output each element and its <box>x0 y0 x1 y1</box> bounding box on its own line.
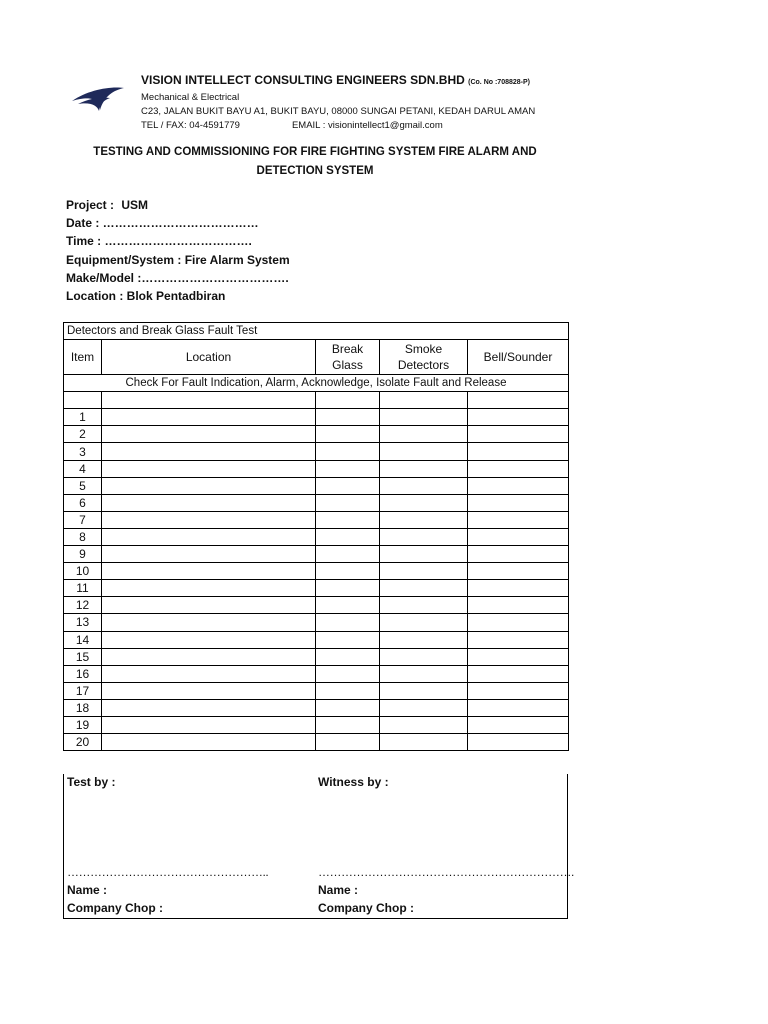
location-value: Blok Pentadbiran <box>126 288 226 303</box>
location-cell[interactable] <box>102 409 316 426</box>
break-glass-cell[interactable] <box>316 460 380 477</box>
table-row <box>64 563 569 580</box>
location-cell[interactable] <box>102 734 316 751</box>
break-glass-cell[interactable] <box>316 631 380 648</box>
item-number-cell: 3 <box>64 443 102 460</box>
break-glass-cell[interactable] <box>316 734 380 751</box>
smoke-detectors-cell[interactable] <box>380 648 468 665</box>
location-cell[interactable] <box>102 528 316 545</box>
smoke-detectors-cell[interactable] <box>380 614 468 631</box>
smoke-detectors-cell[interactable] <box>380 477 468 494</box>
smoke-detectors-cell[interactable] <box>380 716 468 733</box>
table-row <box>64 682 569 699</box>
smoke-detectors-cell[interactable] <box>380 460 468 477</box>
make-model-row: Make/Model :………………………………. <box>66 270 289 285</box>
equipment-label: Equipment/System : <box>66 252 182 267</box>
location-cell[interactable] <box>102 426 316 443</box>
date-row: Date : ………………………………… <box>66 216 259 231</box>
break-glass-cell[interactable] <box>316 716 380 733</box>
bell-sounder-cell[interactable] <box>468 409 569 426</box>
table-row <box>64 409 569 426</box>
header-smoke-detectors: Smoke Detectors <box>380 340 468 375</box>
table-row <box>64 511 569 528</box>
location-cell[interactable] <box>102 460 316 477</box>
item-number-cell: 1 <box>64 409 102 426</box>
smoke-detectors-cell[interactable] <box>380 443 468 460</box>
bell-sounder-cell[interactable] <box>468 631 569 648</box>
location-cell[interactable] <box>102 546 316 563</box>
smoke-detectors-cell[interactable] <box>380 734 468 751</box>
company-name-text: VISION INTELLECT CONSULTING ENGINEERS SDN.BHD <box>141 73 465 87</box>
bell-sounder-cell[interactable] <box>468 528 569 545</box>
break-glass-cell[interactable] <box>316 494 380 511</box>
document-title-line-1: TESTING AND COMMISSIONING FOR FIRE FIGHTING SYSTEM FIRE ALARM AND <box>93 146 537 158</box>
break-glass-cell[interactable] <box>316 392 380 409</box>
break-glass-cell[interactable] <box>316 563 380 580</box>
bell-sounder-cell[interactable] <box>468 734 569 751</box>
table-row <box>64 426 569 443</box>
table-row <box>64 665 569 682</box>
smoke-detectors-cell[interactable] <box>380 563 468 580</box>
bell-sounder-cell[interactable] <box>468 443 569 460</box>
bell-sounder-cell[interactable] <box>468 426 569 443</box>
bell-sounder-cell[interactable] <box>468 597 569 614</box>
break-glass-cell[interactable] <box>316 648 380 665</box>
smoke-detectors-cell[interactable] <box>380 392 468 409</box>
header-break-glass: Break Glass <box>316 340 380 375</box>
bell-sounder-cell[interactable] <box>468 511 569 528</box>
table-row <box>64 546 569 563</box>
project-row <box>66 196 290 214</box>
bell-sounder-cell[interactable] <box>468 494 569 511</box>
location-cell[interactable] <box>102 665 316 682</box>
break-glass-cell[interactable] <box>316 597 380 614</box>
item-number-cell: 6 <box>64 494 102 511</box>
break-glass-cell[interactable] <box>316 477 380 494</box>
location-cell[interactable] <box>102 682 316 699</box>
equipment-value: Fire Alarm System <box>184 252 290 267</box>
item-number-cell: 5 <box>64 477 102 494</box>
table-row <box>64 597 569 614</box>
witness-company-chop-label: Company Chop : <box>318 901 414 915</box>
project-label: Project : <box>66 198 115 212</box>
table-row-blank <box>64 392 569 409</box>
smoke-detectors-cell[interactable] <box>380 528 468 545</box>
break-glass-cell[interactable] <box>316 409 380 426</box>
bell-sounder-cell[interactable] <box>468 682 569 699</box>
bell-sounder-cell[interactable] <box>468 716 569 733</box>
break-glass-cell[interactable] <box>316 511 380 528</box>
item-number-cell: 18 <box>64 699 102 716</box>
table-check-note: Check For Fault Indication, Alarm, Acknowledge, Isolate Fault and Release <box>64 375 569 392</box>
location-cell[interactable] <box>102 392 316 409</box>
smoke-detectors-cell[interactable] <box>380 494 468 511</box>
item-number-cell: 15 <box>64 648 102 665</box>
bell-sounder-cell[interactable] <box>468 614 569 631</box>
location-row <box>66 287 290 305</box>
break-glass-cell[interactable] <box>316 528 380 545</box>
location-cell[interactable] <box>102 597 316 614</box>
witness-name-label: Name : <box>318 883 359 897</box>
smoke-detectors-cell[interactable] <box>380 597 468 614</box>
table-row <box>64 443 569 460</box>
bell-sounder-cell[interactable] <box>468 392 569 409</box>
smoke-detectors-cell[interactable] <box>380 511 468 528</box>
location-cell[interactable] <box>102 477 316 494</box>
item-number-cell: 12 <box>64 597 102 614</box>
break-glass-cell[interactable] <box>316 665 380 682</box>
table-row <box>64 580 569 597</box>
break-glass-cell[interactable] <box>316 426 380 443</box>
smoke-detectors-cell[interactable] <box>380 409 468 426</box>
tester-signature-line[interactable]: …………………………………………….. <box>67 865 269 879</box>
document-title <box>84 143 546 181</box>
location-cell[interactable] <box>102 648 316 665</box>
break-glass-cell[interactable] <box>316 546 380 563</box>
bell-sounder-cell[interactable] <box>468 699 569 716</box>
header-bell-sounder: Bell/Sounder <box>468 340 569 375</box>
table-row <box>64 614 569 631</box>
bell-sounder-cell[interactable] <box>468 477 569 494</box>
item-number-cell: 10 <box>64 563 102 580</box>
logo-swoosh-icon <box>78 98 110 111</box>
company-contact <box>141 119 535 133</box>
location-cell[interactable] <box>102 494 316 511</box>
location-cell[interactable] <box>102 631 316 648</box>
table-section-row <box>64 323 569 340</box>
item-number-cell: 2 <box>64 426 102 443</box>
item-number-cell: 4 <box>64 460 102 477</box>
test-by-label: Test by : <box>67 775 116 789</box>
item-cell[interactable] <box>64 392 102 409</box>
tester-company-chop-label: Company Chop : <box>67 901 163 915</box>
location-cell[interactable] <box>102 563 316 580</box>
company-name <box>141 72 535 91</box>
item-number-cell: 17 <box>64 682 102 699</box>
break-glass-cell[interactable] <box>316 443 380 460</box>
table-row <box>64 494 569 511</box>
smoke-detectors-cell[interactable] <box>380 546 468 563</box>
smoke-detectors-cell[interactable] <box>380 682 468 699</box>
company-email: EMAIL : visionintellect1@gmail.com <box>291 120 443 131</box>
table-row <box>64 528 569 545</box>
item-number-cell: 14 <box>64 631 102 648</box>
location-cell[interactable] <box>102 511 316 528</box>
company-logo <box>70 84 126 114</box>
location-cell[interactable] <box>102 699 316 716</box>
bell-sounder-cell[interactable] <box>468 460 569 477</box>
company-tel: TEL / FAX: 04-4591779 <box>141 120 240 131</box>
smoke-detectors-cell[interactable] <box>380 580 468 597</box>
bell-sounder-cell[interactable] <box>468 648 569 665</box>
witness-signature-line[interactable]: …………………………………………………………. <box>318 865 574 879</box>
item-number-cell: 16 <box>64 665 102 682</box>
table-row <box>64 631 569 648</box>
header-location: Location <box>102 340 316 375</box>
item-number-cell: 8 <box>64 528 102 545</box>
header-item: Item <box>64 340 102 375</box>
item-number-cell: 11 <box>64 580 102 597</box>
item-number-cell: 13 <box>64 614 102 631</box>
break-glass-cell[interactable] <box>316 699 380 716</box>
table-header-row <box>64 340 569 375</box>
location-cell[interactable] <box>102 443 316 460</box>
smoke-detectors-cell[interactable] <box>380 426 468 443</box>
bell-sounder-cell[interactable] <box>468 563 569 580</box>
item-number-cell: 7 <box>64 511 102 528</box>
company-reg-no: (Co. No :708828-P) <box>468 79 530 86</box>
location-cell[interactable] <box>102 716 316 733</box>
company-division: Mechanical & Electrical <box>141 92 240 103</box>
equipment-row <box>66 251 290 269</box>
location-cell[interactable] <box>102 580 316 597</box>
location-label: Location : <box>66 288 124 303</box>
item-number-cell: 20 <box>64 734 102 751</box>
table-row <box>64 699 569 716</box>
fault-test-table <box>63 322 569 751</box>
bell-sounder-cell[interactable] <box>468 546 569 563</box>
table-row <box>64 460 569 477</box>
company-header <box>141 72 535 133</box>
signoff-section <box>63 774 574 919</box>
item-number-cell: 19 <box>64 716 102 733</box>
smoke-detectors-cell[interactable] <box>380 665 468 682</box>
witness-by-label: Witness by : <box>318 775 389 789</box>
project-info <box>66 196 290 305</box>
smoke-detectors-cell[interactable] <box>380 631 468 648</box>
company-address: C23, JALAN BUKIT BAYU A1, BUKIT BAYU, 08000 SUNGAI PETANI, KEDAH DARUL AMAN <box>141 106 536 117</box>
item-number-cell: 9 <box>64 546 102 563</box>
table-section-title: Detectors and Break Glass Fault Test <box>64 323 569 340</box>
break-glass-cell[interactable] <box>316 682 380 699</box>
table-row <box>64 648 569 665</box>
document-title-line-2: DETECTION SYSTEM <box>256 165 374 177</box>
bell-sounder-cell[interactable] <box>468 665 569 682</box>
bell-sounder-cell[interactable] <box>468 580 569 597</box>
table-check-row <box>64 375 569 392</box>
table-row <box>64 477 569 494</box>
project-value: USM <box>121 198 149 212</box>
table-row <box>64 716 569 733</box>
tester-name-label: Name : <box>67 883 108 897</box>
break-glass-cell[interactable] <box>316 614 380 631</box>
table-row <box>64 734 569 751</box>
time-row: Time : ………………………………. <box>66 234 252 249</box>
smoke-detectors-cell[interactable] <box>380 699 468 716</box>
break-glass-cell[interactable] <box>316 580 380 597</box>
location-cell[interactable] <box>102 614 316 631</box>
